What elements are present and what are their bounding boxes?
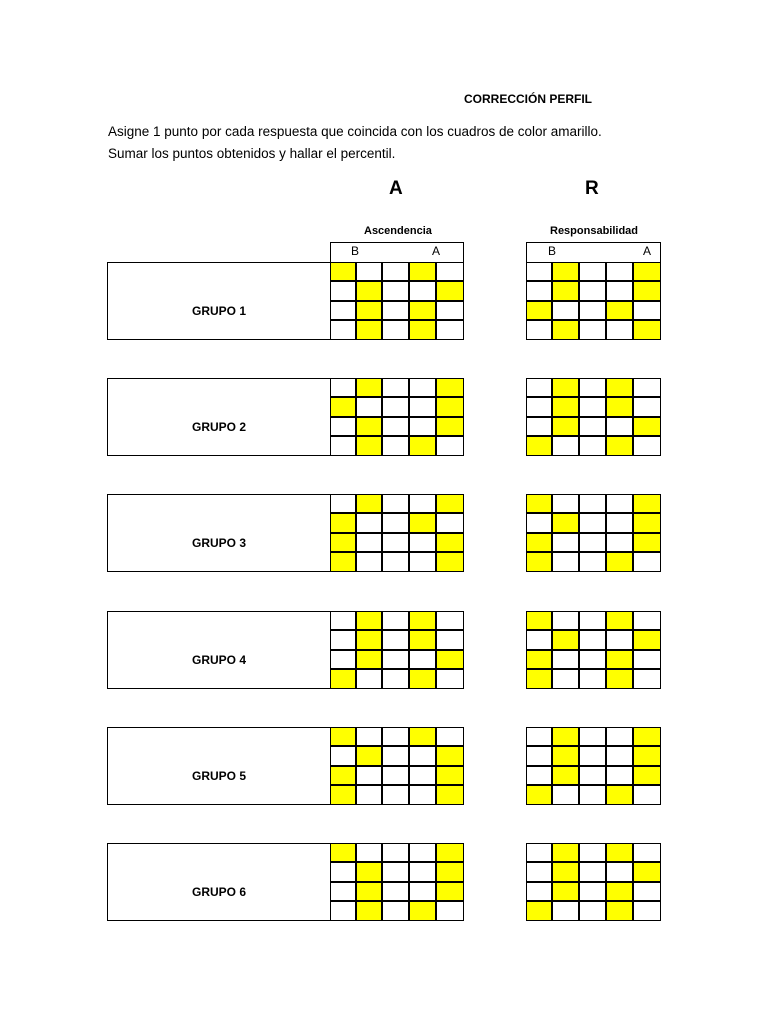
grid-cell-a-g3-r1-c1 [330,494,356,513]
grid-cell-a-g6-r1-c5 [436,843,464,862]
grid-cell-a-g3-r3-c4 [409,533,436,552]
grid-cell-r-g1-r1-c4 [606,262,633,281]
grid-cell-r-g2-r2-c2 [552,397,579,417]
grid-cell-r-g5-r3-c2 [552,766,579,785]
grid-cell-r-g2-r1-c4 [606,378,633,397]
grid-cell-r-g4-r4-c1 [526,669,552,689]
section-r-letter: R [585,178,599,199]
section-a-title: Ascendencia [364,225,432,237]
grid-cell-a-g4-r3-c3 [382,650,409,669]
grid-cell-r-g5-r2-c1 [526,746,552,766]
grid-cell-a-g4-r3-c5 [436,650,464,669]
grid-cell-r-g4-r1-c1 [526,611,552,630]
grid-cell-a-g3-r4-c3 [382,552,409,572]
grid-cell-a-g2-r4-c4 [409,436,436,456]
section-a-letter: A [389,178,403,199]
grid-cell-r-g5-r2-c5 [633,746,661,766]
grid-cell-r-g5-r3-c4 [606,766,633,785]
group-label: GRUPO 6 [191,885,246,899]
grid-cell-a-g5-r1-c3 [382,727,409,746]
grid-cell-r-g5-r4-c5 [633,785,661,805]
grid-cell-r-g6-r2-c2 [552,862,579,882]
group-label: GRUPO 4 [191,653,246,667]
grid-cell-r-g5-r4-c4 [606,785,633,805]
grid-cell-r-g6-r2-c3 [579,862,606,882]
grid-cell-r-g4-r4-c5 [633,669,661,689]
grid-cell-r-g5-r4-c3 [579,785,606,805]
grid-cell-r-g6-r1-c3 [579,843,606,862]
grid-cell-r-g5-r1-c5 [633,727,661,746]
grid-cell-r-g1-r2-c5 [633,281,661,301]
grid-cell-a-g2-r1-c2 [356,378,382,397]
grid-cell-r-g5-r2-c2 [552,746,579,766]
grid-cell-r-g4-r2-c3 [579,630,606,650]
grid-cell-r-g3-r1-c5 [633,494,661,513]
grid-cell-r-g2-r3-c2 [552,417,579,436]
grid-cell-r-g4-r3-c4 [606,650,633,669]
grid-cell-a-g1-r1-c1 [330,262,356,281]
grid-cell-a-g2-r1-c3 [382,378,409,397]
grid-cell-r-g1-r2-c4 [606,281,633,301]
grid-cell-r-g1-r3-c1 [526,301,552,320]
grid-cell-a-g3-r1-c4 [409,494,436,513]
grid-cell-r-g3-r1-c3 [579,494,606,513]
section-r-col-a: A [643,244,652,258]
grid-cell-a-g3-r3-c2 [356,533,382,552]
grid-cell-r-g6-r2-c1 [526,862,552,882]
grid-cell-r-g6-r1-c2 [552,843,579,862]
grid-cell-a-g6-r1-c4 [409,843,436,862]
grid-cell-r-g3-r3-c3 [579,533,606,552]
grid-cell-a-g3-r4-c5 [436,552,464,572]
grid-cell-a-g1-r3-c3 [382,301,409,320]
grid-cell-r-g5-r3-c5 [633,766,661,785]
grid-cell-a-g4-r1-c2 [356,611,382,630]
grid-cell-r-g6-r3-c3 [579,882,606,901]
grid-cell-r-g3-r4-c5 [633,552,661,572]
grid-cell-r-g1-r3-c5 [633,301,661,320]
grid-cell-r-g3-r3-c5 [633,533,661,552]
grid-cell-a-g5-r2-c3 [382,746,409,766]
group-label: GRUPO 2 [191,420,246,434]
grid-cell-a-g4-r3-c1 [330,650,356,669]
grid-cell-a-g3-r4-c4 [409,552,436,572]
grid-cell-r-g6-r3-c5 [633,882,661,901]
grid-cell-r-g6-r1-c4 [606,843,633,862]
grid-cell-a-g3-r1-c3 [382,494,409,513]
grid-cell-r-g5-r4-c2 [552,785,579,805]
grid-cell-a-g1-r1-c4 [409,262,436,281]
grid-cell-r-g3-r3-c2 [552,533,579,552]
grid-cell-a-g1-r4-c1 [330,320,356,340]
grid-cell-a-g5-r2-c5 [436,746,464,766]
grid-cell-r-g1-r1-c5 [633,262,661,281]
grid-cell-r-g2-r3-c4 [606,417,633,436]
grid-cell-r-g3-r2-c3 [579,513,606,533]
grid-cell-r-g1-r4-c4 [606,320,633,340]
grid-cell-a-g4-r2-c4 [409,630,436,650]
grid-cell-a-g6-r2-c3 [382,862,409,882]
grid-cell-a-g3-r3-c5 [436,533,464,552]
grid-cell-r-g3-r4-c4 [606,552,633,572]
grid-cell-a-g3-r1-c2 [356,494,382,513]
page-title: CORRECCIÓN PERFIL [464,92,593,106]
grid-cell-a-g3-r2-c1 [330,513,356,533]
grid-cell-a-g4-r2-c1 [330,630,356,650]
grid-cell-a-g5-r4-c3 [382,785,409,805]
grid-cell-a-g3-r1-c5 [436,494,464,513]
grid-cell-a-g4-r1-c3 [382,611,409,630]
grid-cell-r-g6-r4-c2 [552,901,579,921]
grid-cell-r-g3-r2-c4 [606,513,633,533]
grid-cell-r-g6-r4-c5 [633,901,661,921]
grid-cell-a-g5-r3-c2 [356,766,382,785]
grid-cell-a-g4-r1-c5 [436,611,464,630]
grid-cell-a-g2-r1-c5 [436,378,464,397]
grid-cell-a-g4-r1-c1 [330,611,356,630]
grid-cell-r-g6-r3-c1 [526,882,552,901]
grid-cell-r-g3-r1-c2 [552,494,579,513]
instruction-line-1: Asigne 1 punto por cada respuesta que coincida con los cuadros de color amarillo. [108,124,602,139]
grid-cell-a-g6-r2-c2 [356,862,382,882]
section-r-column-header [526,242,661,262]
section-a-col-a: A [432,244,441,258]
grid-cell-r-g2-r1-c3 [579,378,606,397]
grid-cell-r-g2-r2-c3 [579,397,606,417]
grid-cell-r-g3-r2-c5 [633,513,661,533]
grid-cell-a-g3-r2-c4 [409,513,436,533]
group-box [107,494,331,572]
grid-cell-r-g4-r4-c2 [552,669,579,689]
grid-cell-a-g2-r3-c4 [409,417,436,436]
grid-cell-r-g3-r3-c4 [606,533,633,552]
grid-cell-a-g5-r2-c1 [330,746,356,766]
grid-cell-a-g6-r3-c3 [382,882,409,901]
grid-cell-r-g3-r2-c2 [552,513,579,533]
grid-cell-r-g2-r4-c5 [633,436,661,456]
grid-cell-r-g4-r3-c3 [579,650,606,669]
grid-cell-r-g1-r4-c2 [552,320,579,340]
grid-cell-r-g4-r3-c5 [633,650,661,669]
grid-cell-a-g1-r4-c3 [382,320,409,340]
group-box [107,262,331,340]
grid-cell-a-g4-r4-c3 [382,669,409,689]
grid-cell-a-g2-r2-c5 [436,397,464,417]
grid-cell-a-g5-r4-c2 [356,785,382,805]
grid-cell-r-g6-r3-c2 [552,882,579,901]
grid-cell-r-g3-r1-c4 [606,494,633,513]
section-r-title: Responsabilidad [550,225,639,237]
grid-cell-r-g1-r4-c1 [526,320,552,340]
grid-cell-r-g5-r2-c4 [606,746,633,766]
grid-cell-r-g5-r2-c3 [579,746,606,766]
grid-cell-a-g1-r3-c5 [436,301,464,320]
grid-cell-a-g2-r3-c3 [382,417,409,436]
grid-cell-r-g4-r1-c3 [579,611,606,630]
grid-cell-r-g1-r2-c2 [552,281,579,301]
grid-cell-a-g5-r3-c3 [382,766,409,785]
grid-cell-a-g3-r2-c2 [356,513,382,533]
grid-cell-a-g1-r4-c4 [409,320,436,340]
grid-cell-r-g2-r1-c2 [552,378,579,397]
grid-cell-a-g4-r2-c3 [382,630,409,650]
grid-cell-a-g2-r3-c5 [436,417,464,436]
grid-cell-a-g5-r1-c1 [330,727,356,746]
grid-cell-a-g4-r4-c2 [356,669,382,689]
grid-cell-a-g5-r2-c2 [356,746,382,766]
grid-cell-r-g6-r4-c4 [606,901,633,921]
grid-cell-r-g1-r4-c3 [579,320,606,340]
grid-cell-r-g5-r1-c3 [579,727,606,746]
grid-cell-r-g3-r2-c1 [526,513,552,533]
grid-cell-r-g3-r4-c1 [526,552,552,572]
grid-cell-a-g2-r2-c2 [356,397,382,417]
grid-cell-a-g3-r2-c5 [436,513,464,533]
grid-cell-a-g4-r4-c4 [409,669,436,689]
grid-cell-a-g5-r3-c5 [436,766,464,785]
grid-cell-a-g6-r4-c1 [330,901,356,921]
grid-cell-a-g6-r4-c5 [436,901,464,921]
grid-cell-a-g6-r4-c2 [356,901,382,921]
grid-cell-r-g4-r3-c2 [552,650,579,669]
grid-cell-r-g1-r4-c5 [633,320,661,340]
grid-cell-a-g1-r2-c3 [382,281,409,301]
grid-cell-r-g5-r4-c1 [526,785,552,805]
group-box [107,727,331,805]
grid-cell-a-g5-r2-c4 [409,746,436,766]
grid-cell-a-g3-r4-c2 [356,552,382,572]
grid-cell-a-g1-r3-c4 [409,301,436,320]
group-label: GRUPO 1 [191,304,246,318]
grid-cell-r-g6-r2-c4 [606,862,633,882]
grid-cell-r-g2-r4-c3 [579,436,606,456]
grid-cell-r-g2-r1-c1 [526,378,552,397]
grid-cell-a-g1-r4-c2 [356,320,382,340]
grid-cell-r-g6-r2-c5 [633,862,661,882]
grid-cell-r-g5-r3-c3 [579,766,606,785]
grid-cell-a-g4-r4-c5 [436,669,464,689]
group-box [107,378,331,456]
grid-cell-r-g5-r3-c1 [526,766,552,785]
grid-cell-r-g1-r2-c1 [526,281,552,301]
grid-cell-a-g1-r2-c2 [356,281,382,301]
section-a-col-b: B [351,244,360,258]
grid-cell-r-g2-r2-c4 [606,397,633,417]
grid-cell-r-g1-r3-c2 [552,301,579,320]
grid-cell-a-g1-r1-c3 [382,262,409,281]
grid-cell-a-g1-r1-c5 [436,262,464,281]
grid-cell-r-g5-r1-c2 [552,727,579,746]
grid-cell-a-g5-r4-c5 [436,785,464,805]
grid-cell-a-g6-r3-c2 [356,882,382,901]
grid-cell-a-g6-r1-c3 [382,843,409,862]
grid-cell-a-g2-r4-c2 [356,436,382,456]
group-box [107,843,331,921]
grid-cell-r-g3-r4-c2 [552,552,579,572]
grid-cell-a-g6-r2-c5 [436,862,464,882]
grid-cell-a-g2-r2-c4 [409,397,436,417]
grid-cell-a-g1-r3-c1 [330,301,356,320]
grid-cell-r-g1-r1-c1 [526,262,552,281]
grid-cell-r-g2-r3-c3 [579,417,606,436]
grid-cell-a-g6-r1-c2 [356,843,382,862]
grid-cell-a-g5-r1-c5 [436,727,464,746]
grid-cell-a-g4-r3-c4 [409,650,436,669]
grid-cell-a-g6-r3-c5 [436,882,464,901]
grid-cell-a-g5-r1-c4 [409,727,436,746]
grid-cell-r-g1-r1-c3 [579,262,606,281]
grid-cell-r-g4-r4-c4 [606,669,633,689]
grid-cell-a-g1-r2-c1 [330,281,356,301]
grid-cell-r-g3-r3-c1 [526,533,552,552]
grid-cell-r-g3-r4-c3 [579,552,606,572]
grid-cell-a-g3-r3-c3 [382,533,409,552]
grid-cell-r-g2-r4-c1 [526,436,552,456]
grid-cell-r-g5-r1-c1 [526,727,552,746]
grid-cell-r-g1-r1-c2 [552,262,579,281]
grid-cell-a-g5-r4-c4 [409,785,436,805]
grid-cell-a-g6-r1-c1 [330,843,356,862]
grid-cell-a-g2-r3-c2 [356,417,382,436]
grid-cell-r-g6-r1-c1 [526,843,552,862]
grid-cell-a-g5-r3-c1 [330,766,356,785]
grid-cell-r-g4-r1-c4 [606,611,633,630]
instruction-line-2: Sumar los puntos obtenidos y hallar el percentil. [108,146,396,161]
group-box [107,611,331,689]
grid-cell-a-g6-r4-c4 [409,901,436,921]
grid-cell-a-g3-r2-c3 [382,513,409,533]
grid-cell-a-g2-r4-c3 [382,436,409,456]
grid-cell-r-g2-r4-c4 [606,436,633,456]
group-label: GRUPO 5 [191,769,246,783]
grid-cell-a-g1-r3-c2 [356,301,382,320]
grid-cell-a-g5-r4-c1 [330,785,356,805]
section-r-col-b: B [548,244,557,258]
grid-cell-r-g2-r3-c5 [633,417,661,436]
grid-cell-a-g2-r1-c4 [409,378,436,397]
grid-cell-a-g3-r3-c1 [330,533,356,552]
grid-cell-r-g4-r4-c3 [579,669,606,689]
grid-cell-a-g1-r1-c2 [356,262,382,281]
grid-cell-r-g4-r2-c2 [552,630,579,650]
group-label: GRUPO 3 [191,536,246,550]
grid-cell-a-g2-r1-c1 [330,378,356,397]
grid-cell-a-g1-r2-c4 [409,281,436,301]
grid-cell-r-g6-r1-c5 [633,843,661,862]
grid-cell-a-g5-r3-c4 [409,766,436,785]
grid-cell-r-g6-r4-c1 [526,901,552,921]
grid-cell-r-g4-r3-c1 [526,650,552,669]
grid-cell-r-g4-r1-c2 [552,611,579,630]
grid-cell-a-g4-r3-c2 [356,650,382,669]
grid-cell-a-g6-r2-c4 [409,862,436,882]
grid-cell-a-g6-r2-c1 [330,862,356,882]
grid-cell-r-g1-r3-c4 [606,301,633,320]
grid-cell-a-g1-r4-c5 [436,320,464,340]
grid-cell-r-g4-r2-c4 [606,630,633,650]
grid-cell-r-g4-r1-c5 [633,611,661,630]
grid-cell-r-g4-r2-c1 [526,630,552,650]
grid-cell-r-g2-r2-c1 [526,397,552,417]
grid-cell-r-g3-r1-c1 [526,494,552,513]
grid-cell-a-g6-r4-c3 [382,901,409,921]
grid-cell-a-g2-r4-c5 [436,436,464,456]
grid-cell-a-g3-r4-c1 [330,552,356,572]
grid-cell-a-g2-r2-c3 [382,397,409,417]
grid-cell-a-g6-r3-c4 [409,882,436,901]
grid-cell-r-g2-r2-c5 [633,397,661,417]
grid-cell-a-g5-r1-c2 [356,727,382,746]
grid-cell-a-g1-r2-c5 [436,281,464,301]
grid-cell-r-g2-r3-c1 [526,417,552,436]
grid-cell-r-g5-r1-c4 [606,727,633,746]
grid-cell-a-g4-r1-c4 [409,611,436,630]
grid-cell-a-g6-r3-c1 [330,882,356,901]
grid-cell-r-g1-r2-c3 [579,281,606,301]
grid-cell-a-g4-r2-c5 [436,630,464,650]
grid-cell-r-g2-r4-c2 [552,436,579,456]
grid-cell-a-g4-r2-c2 [356,630,382,650]
grid-cell-r-g1-r3-c3 [579,301,606,320]
grid-cell-r-g6-r4-c3 [579,901,606,921]
grid-cell-r-g2-r1-c5 [633,378,661,397]
grid-cell-r-g6-r3-c4 [606,882,633,901]
grid-cell-r-g4-r2-c5 [633,630,661,650]
grid-cell-a-g2-r2-c1 [330,397,356,417]
grid-cell-a-g4-r4-c1 [330,669,356,689]
grid-cell-a-g2-r3-c1 [330,417,356,436]
grid-cell-a-g2-r4-c1 [330,436,356,456]
